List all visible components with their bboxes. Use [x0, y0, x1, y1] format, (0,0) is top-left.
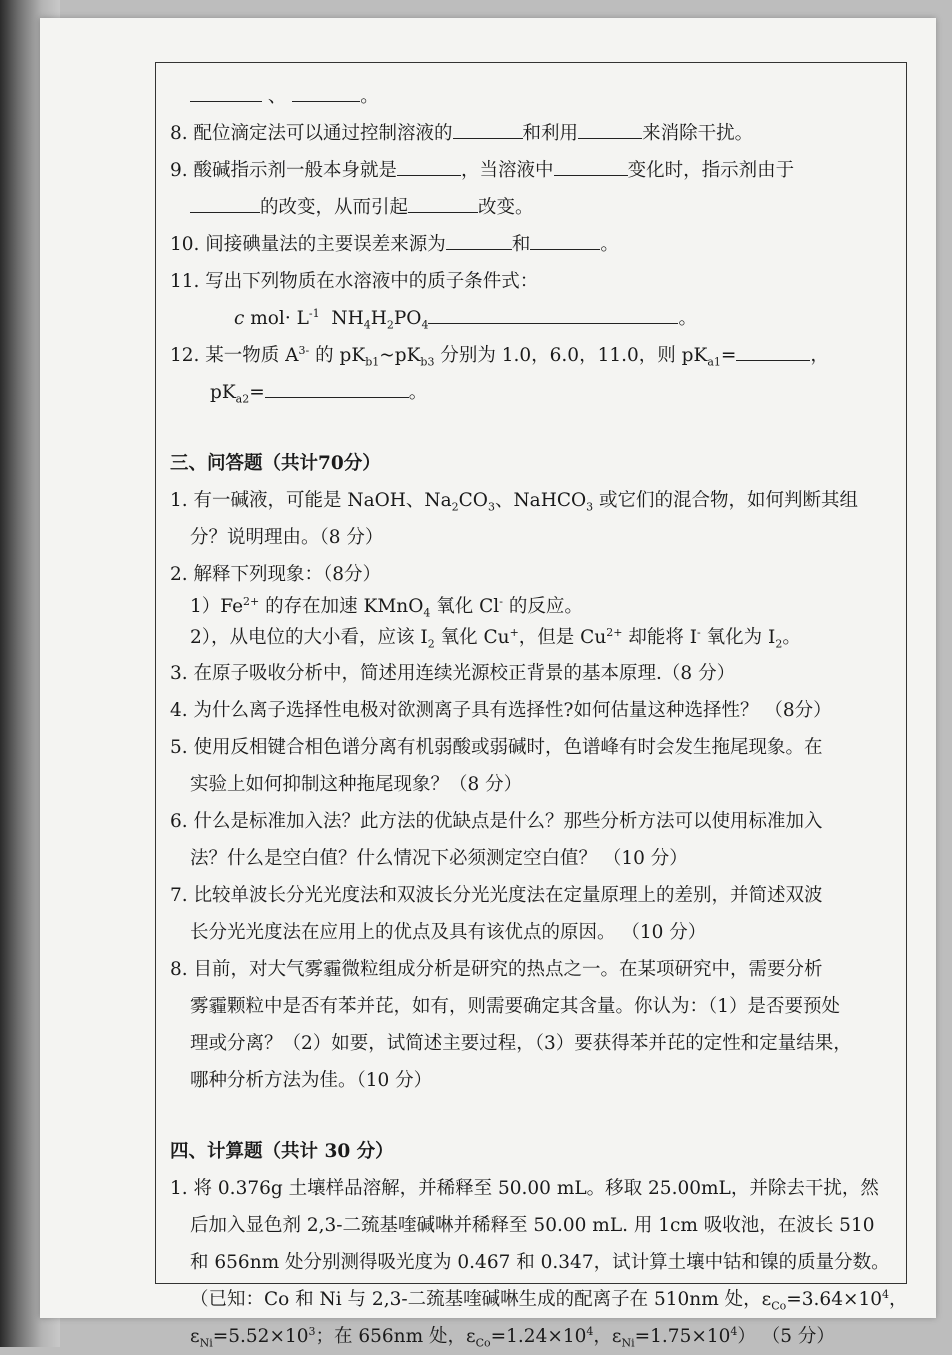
text: Co	[475, 1336, 491, 1350]
s3-question-6-cont: 法？什么是空白值？什么情况下必须测定空白值？ （10 分）	[190, 848, 688, 869]
text: ，ε	[593, 1326, 622, 1347]
text: 却能将 I	[622, 627, 698, 648]
text: 和	[511, 234, 531, 255]
text: =1.75×10	[634, 1326, 731, 1347]
text: ，但是 Cu	[518, 627, 607, 648]
text: Ni	[199, 1336, 213, 1350]
text: CO	[458, 490, 488, 511]
text: 的 pK	[309, 345, 366, 366]
text: 1. 有一碱液，可能是 NaOH、Na	[170, 490, 452, 511]
text: （已知：Co 和 Ni 与 2,3-二巯基喹碱啉生成的配离子在 510nm 处，ε	[190, 1289, 772, 1310]
question-9	[170, 152, 905, 189]
question-11	[170, 263, 905, 300]
text: 变化时，指示剂由于	[627, 160, 795, 181]
text: =5.52×10	[212, 1326, 309, 1347]
s3-question-4: 4. 为什么离子选择性电极对欲测离子具有选择性?如何估量这种选择性？ （8分）	[170, 700, 832, 721]
text: c	[234, 308, 245, 329]
s4-question-1-cont4	[170, 1318, 905, 1355]
s3-question-1-cont: 分？说明理由。（8 分）	[190, 527, 384, 548]
text: =	[249, 382, 265, 403]
text: 2+	[243, 594, 260, 608]
section-3-title: 三、问答题（共计70分）	[170, 453, 381, 474]
s3-question-8-cont1: 雾霾颗粒中是否有苯并芘，如有，则需要确定其含量。你认为：（1）是否要预处	[190, 996, 841, 1017]
text: 10. 间接碘量法的主要误差来源为	[170, 234, 446, 255]
s3-question-1: 1. 有一碱液，可能是 NaOH、$Na_2CO_3$、NaHCO$_3$ 或它们的混合物，如何判断其组	[170, 490, 859, 514]
text: 改变。	[478, 197, 534, 218]
text: 氧化 Cu	[434, 627, 510, 648]
text: 。	[782, 627, 801, 648]
text: 4	[882, 1287, 889, 1301]
s3-question-3: 3. 在原子吸收分析中，简述用连续光源校正背景的基本原理.（8 分）	[170, 663, 736, 684]
text: 4	[730, 1324, 738, 1338]
s3-question-7-cont: 长分光光度法在应用上的优点及具有该优点的原因。 （10 分）	[190, 922, 707, 943]
text: NH	[331, 308, 364, 329]
text: ε	[190, 1326, 200, 1347]
s3-question-6: 6. 什么是标准加入法？此方法的优缺点是什么？那些分析方法可以使用标准加入	[170, 811, 823, 832]
text: Co	[771, 1299, 787, 1313]
s3-question-5: 5. 使用反相键合相色谱分离有机弱酸或弱碱时，色谱峰有时会发生拖尾现象。在	[170, 737, 823, 758]
text: 。	[360, 86, 379, 107]
text: Ni	[621, 1336, 635, 1350]
text: 。	[600, 234, 619, 255]
question-8	[170, 115, 905, 152]
text: =3.64×10	[786, 1289, 882, 1310]
s3-question-8-cont3: 哪种分析方法为佳。（10 分）	[190, 1070, 433, 1091]
text: ~pK	[379, 345, 421, 366]
s3-question-7: 7. 比较单波长分光光度法和双波长分光光度法在定量原理上的差别，并简述双波	[170, 885, 823, 906]
s3-question-2-2: 2），从电位的大小看，应该 $I_2$ 氧化 Cu+，但是 $Cu^{2+}$ 却能将 I- 氧化为 $I_2$。	[190, 625, 801, 651]
section-4-title: 四、计算题（共计 30 分）	[170, 1141, 394, 1162]
text: 1）Fe	[190, 596, 244, 617]
answer-line-continued	[170, 78, 905, 115]
text: 。	[408, 382, 428, 403]
text: =	[720, 345, 737, 366]
text: 2+	[606, 625, 623, 639]
text: 或它们的混合物，如何判断其组	[593, 490, 859, 511]
text: 、NaHCO	[494, 490, 587, 511]
text: 8. 配位滴定法可以通过控制溶液的	[170, 123, 453, 144]
question-9-cont	[170, 189, 905, 226]
question-11-formula: c $mol\cdot L^{-1}$ $NH_4H_2PO_4$ 。	[234, 306, 697, 332]
s3-question-2: 2. 解释下列现象：（8分）	[170, 564, 382, 585]
text: ） （5 分）	[737, 1326, 835, 1347]
s4-question-1-cont1: 后加入显色剂 2,3-二巯基喹碱啉并稀释至 50.00 mL. 用 1cm 吸收池，在波长 510	[190, 1215, 875, 1236]
question-12-cont: $pK_{a2}=$ 。	[170, 374, 905, 411]
text: 、	[267, 86, 287, 107]
text: ，	[889, 1289, 908, 1310]
text: pK	[210, 382, 236, 403]
s3-question-8: 8. 目前，对大气雾霾微粒组成分析是研究的热点之一。在某项研究中，需要分析	[170, 959, 823, 980]
text: -1	[308, 306, 320, 320]
text: -	[697, 625, 701, 639]
text: -	[499, 594, 503, 608]
question-12: 12. 某一物质 $A^{3-}$ 的 $pK_{b1}\sim pK_{b3}$ 分别为 1.0，6.0，11.0，则 $pK_{a1}=$ ，	[170, 343, 829, 369]
s3-question-2-1: $1)Fe^{2+}$ 的存在加速 KMnO$_4$ 氧化 Cl- 的反应。	[190, 594, 583, 620]
text: 来消除干扰。	[642, 123, 754, 144]
text: 氧化 Cl	[430, 596, 500, 617]
text: 。	[678, 308, 697, 329]
s4-question-1-cont2: 和 656nm 处分别测得吸光度为 0.467 和 0.347，试计算土壤中钴和镍的质量分数。	[190, 1252, 890, 1273]
text: 11. 写出下列物质在水溶液中的质子条件式：	[170, 271, 539, 292]
s3-question-5-cont: 实验上如何抑制这种拖尾现象？（8 分）	[190, 774, 523, 795]
text: 2），从电位的大小看，应该 I	[190, 627, 428, 648]
text: 氧化为 I	[700, 627, 776, 648]
text: ；在 656nm 处，ε	[315, 1326, 476, 1347]
text: 的反应。	[502, 596, 583, 617]
text: mol· L	[244, 308, 309, 329]
exam-content	[170, 78, 908, 1355]
text: ，	[810, 345, 829, 366]
s3-question-8-cont2: 理或分离？（2）如要，试简述主要过程，（3）要获得苯并芘的定性和定量结果，	[190, 1033, 852, 1054]
text: 的存在加速 KMnO	[259, 596, 424, 617]
text: 4	[586, 1324, 594, 1338]
text: +	[509, 625, 519, 639]
text: 的改变，从而引起	[260, 197, 409, 218]
text: 12. 某一物质 A	[170, 345, 299, 366]
s4-question-1-cont3	[170, 1281, 908, 1318]
text: 和利用	[522, 123, 579, 144]
text: ，当溶液中	[461, 160, 554, 181]
s4-question-1: 1. 将 0.376g 土壤样品溶解，并稀释至 50.00 mL。移取 25.00mL，并除去干扰，然	[170, 1178, 879, 1199]
text: 分别为 1.0，6.0，11.0，则 pK	[434, 345, 708, 366]
text: 3	[308, 1324, 316, 1338]
question-10	[170, 226, 905, 263]
text: 3-	[298, 343, 310, 357]
text: 9. 酸碱指示剂一般本身就是	[170, 160, 398, 181]
text: =1.24×10	[490, 1326, 587, 1347]
